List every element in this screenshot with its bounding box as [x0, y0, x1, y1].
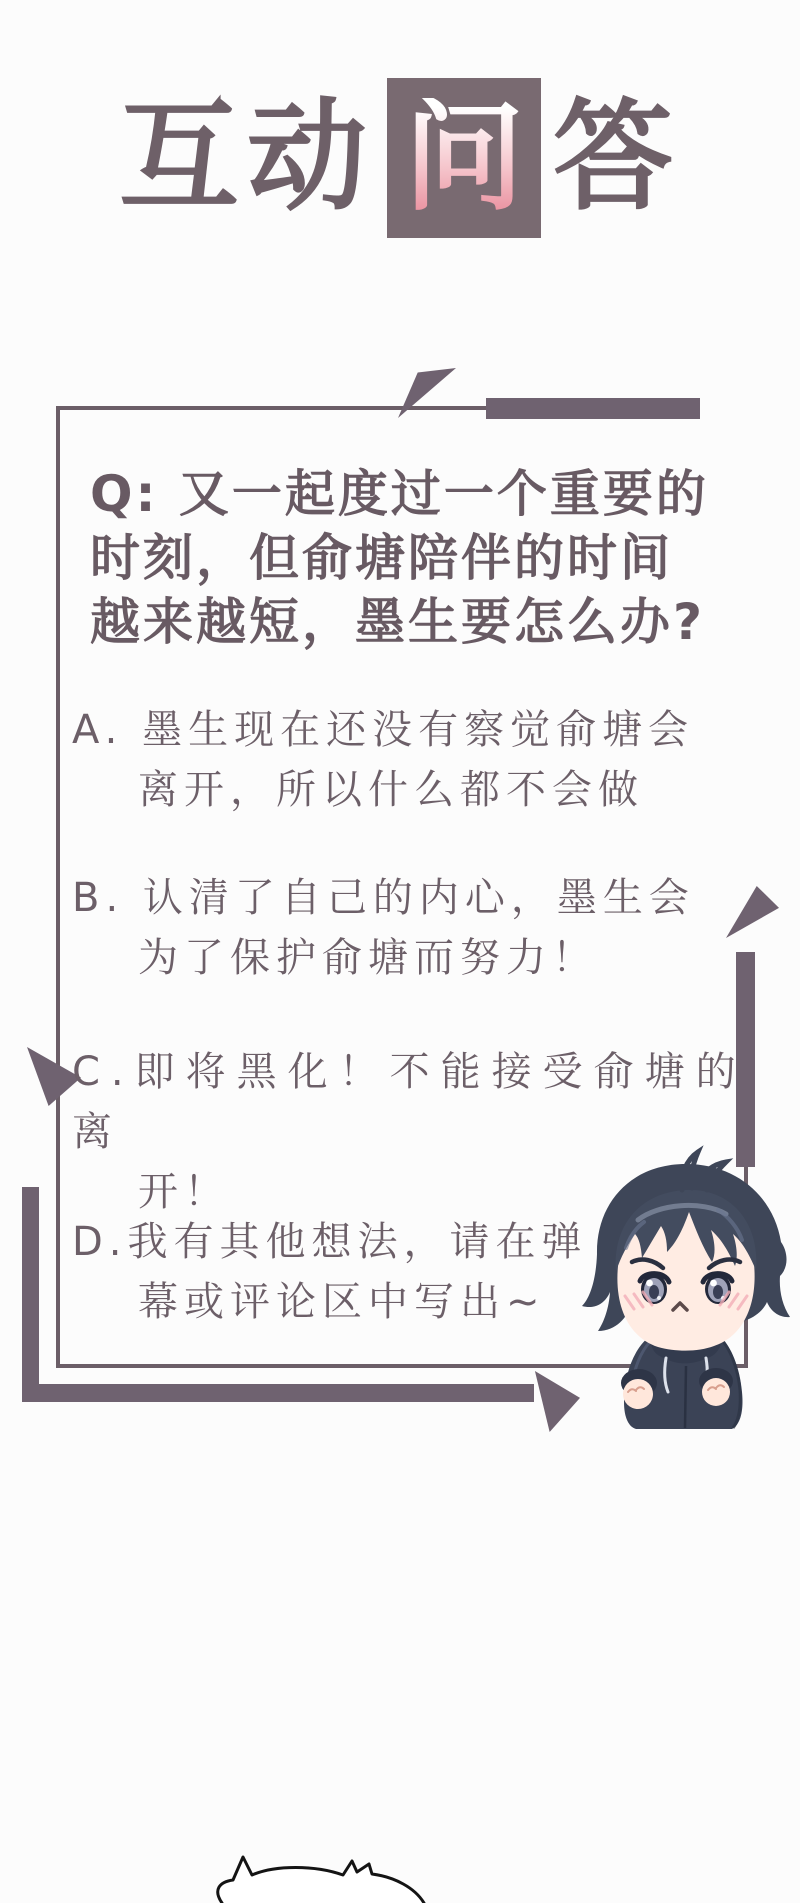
option-a	[72, 700, 792, 820]
question-line: 越来越短，墨生要怎么办?	[90, 593, 706, 651]
qa-frame-left-border	[56, 406, 60, 1368]
title-text-left: 互动	[119, 87, 375, 227]
option-d-line1: D.我有其他想法，请在弹	[72, 1219, 588, 1265]
question-line: Q: 又一起度过一个重要的	[90, 465, 709, 523]
title-text-right: 答	[553, 87, 681, 227]
option-b-line1: B. 认清了自己的内心，墨生会	[72, 875, 695, 921]
option-c-line1: C.即将黑化！不能接受俞塘的离	[72, 1049, 747, 1155]
chibi-boy-illustration	[570, 1140, 800, 1440]
bottom-left-accent-bar-horizontal	[22, 1384, 534, 1402]
boxed-question-char: 问	[404, 87, 524, 227]
option-c-line2: 开！	[138, 1169, 230, 1215]
option-a-line1: A. 墨生现在还没有察觉俞塘会	[72, 707, 695, 753]
option-b-line2: 为了保护俞塘而努力！	[138, 935, 598, 981]
question-char-box	[387, 78, 541, 238]
question-text	[90, 462, 770, 654]
page-title	[0, 70, 800, 245]
speech-bubble-fragment	[203, 1852, 453, 1903]
bottom-left-accent-bar-vertical	[22, 1187, 39, 1402]
top-accent-bar	[486, 398, 700, 419]
option-d-line2: 幕或评论区中写出~	[138, 1279, 546, 1325]
option-a-line2: 离开，所以什么都不会做	[138, 767, 644, 813]
top-arrow-triangle-icon	[398, 368, 456, 418]
question-line: 时刻，但俞塘陪伴的时间	[90, 529, 673, 587]
option-b	[72, 868, 792, 988]
head	[582, 1152, 790, 1351]
qa-frame-top-border	[56, 406, 488, 410]
